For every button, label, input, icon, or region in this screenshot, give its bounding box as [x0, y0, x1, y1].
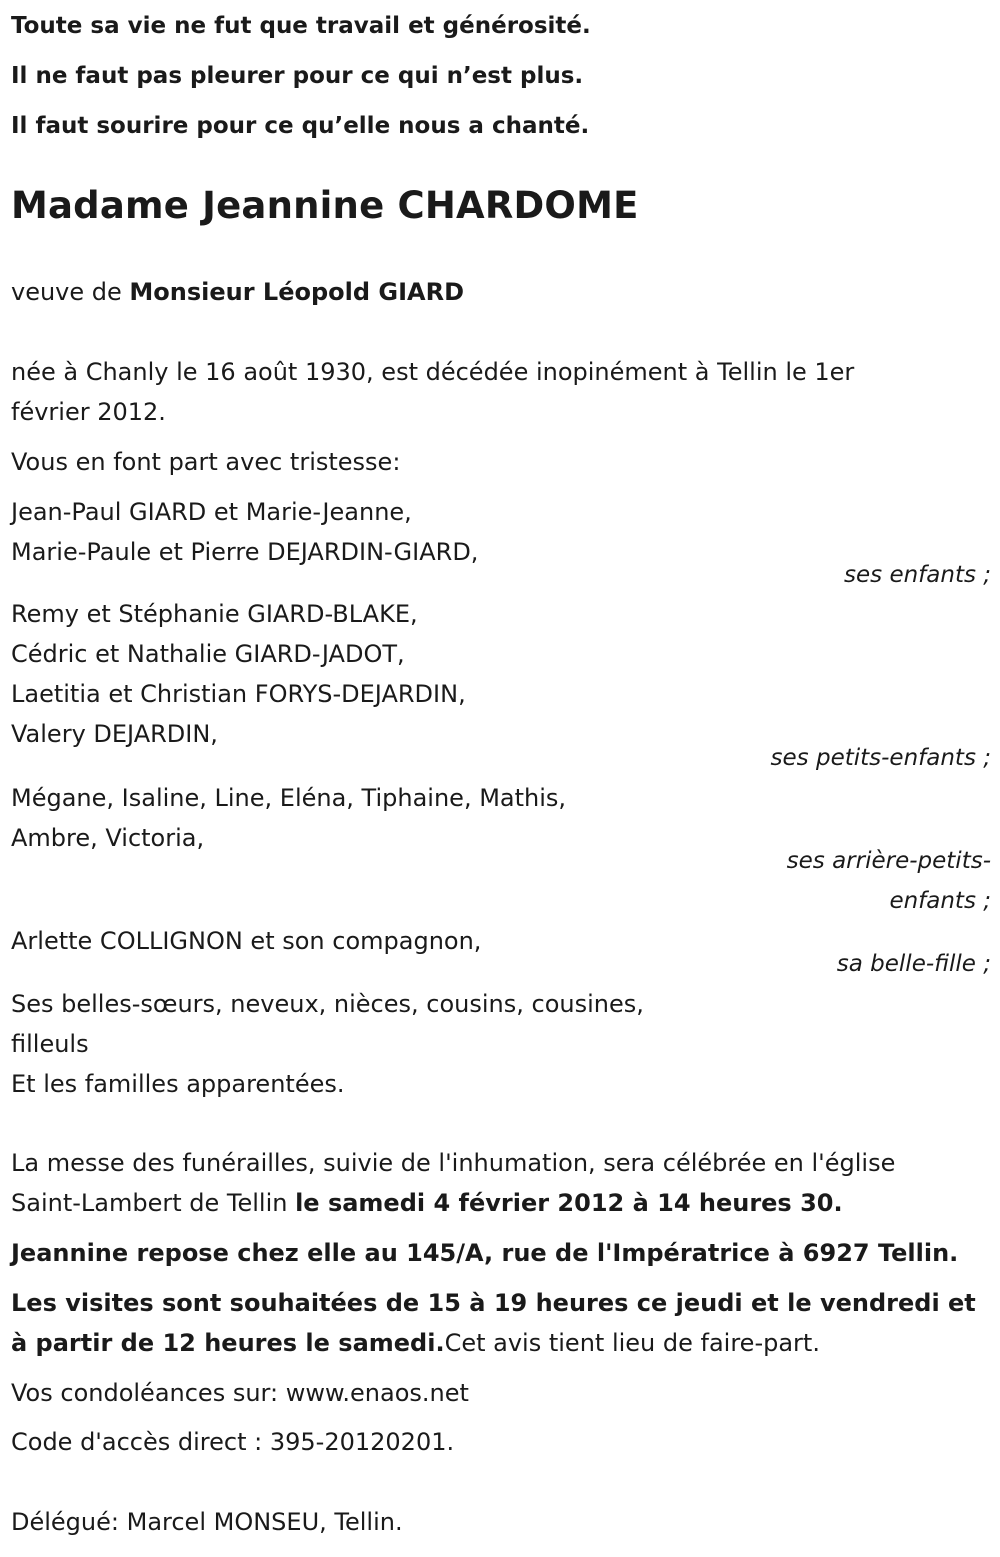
- great-grandchildren-line-1: Mégane, Isaline, Line, Eléna, Tiphaine, Mathis,: [11, 784, 567, 812]
- repose-text: [11, 1233, 991, 1273]
- quote-line-2: Il ne faut pas pleurer pour ce qui n’est plus.: [11, 63, 584, 89]
- widow-line: [11, 272, 991, 312]
- grandchild-4: Valery DEJARDIN,: [11, 720, 218, 748]
- great-grandchildren-line-2: Ambre, Victoria,: [11, 824, 205, 852]
- child-1: Jean-Paul GIARD et Marie-Jeanne,: [11, 498, 412, 526]
- quote-line-3: Il faut sourire pour ce qu’elle nous a chanté.: [11, 113, 590, 139]
- grandchild-3: Laetitia et Christian FORYS-DEJARDIN,: [11, 680, 466, 708]
- announce-line: Vous en font part avec tristesse:: [11, 448, 401, 476]
- funeral-text: [11, 1143, 991, 1223]
- daughter-in-law-relation: sa belle-fille ;: [836, 951, 991, 977]
- extended-family-line-2: filleuls: [11, 1030, 89, 1058]
- delegate-text: Délégué: Marcel MONSEU, Tellin.: [11, 1508, 403, 1536]
- condolences-text: Vos condoléances sur: www.enaos.net: [11, 1379, 469, 1407]
- children-relation: ses enfants ;: [844, 562, 991, 588]
- visits-line-1: Les visites sont souhaitées de 15 à 19 heures ce jeudi et le vendredi et: [11, 1289, 976, 1317]
- visits-line-2-normal: Cet avis tient lieu de faire-part.: [444, 1329, 820, 1357]
- access-code-text: Code d'accès direct : 395-20120201.: [11, 1428, 455, 1456]
- birth-death-text: [11, 352, 991, 432]
- spouse-name: Monsieur Léopold GIARD: [129, 278, 465, 306]
- birth-death-line-2: février 2012.: [11, 398, 166, 426]
- child-2: Marie-Paule et Pierre DEJARDIN-GIARD,: [11, 538, 479, 566]
- grandchild-2: Cédric et Nathalie GIARD-JADOT,: [11, 640, 405, 668]
- widow-prefix: veuve de: [11, 278, 130, 306]
- grandchild-1: Remy et Stéphanie GIARD-BLAKE,: [11, 600, 418, 628]
- visits-line-2-bold: à partir de 12 heures le samedi.: [11, 1329, 445, 1357]
- extended-family-line-3: Et les familles apparentées.: [11, 1070, 345, 1098]
- grandchildren-names: [11, 594, 991, 754]
- birth-death-line-1: née à Chanly le 16 août 1930, est décédée inopinément à Tellin le 1er: [11, 358, 855, 386]
- great-grandchildren-relation-line-2: enfants ;: [889, 888, 991, 914]
- funeral-line-1: La messe des funérailles, suivie de l'inhumation, sera célébrée en l'église: [11, 1149, 896, 1177]
- funeral-date-time: le samedi 4 février 2012 à 14 heures 30.: [295, 1189, 843, 1217]
- extended-family: [11, 984, 991, 1104]
- visits-text: [11, 1283, 991, 1363]
- extended-family-line-1: Ses belles-sœurs, neveux, nièces, cousins, cousines,: [11, 990, 644, 1018]
- deceased-name: Madame Jeannine CHARDOME: [11, 184, 639, 227]
- grandchildren-relation: ses petits-enfants ;: [770, 745, 991, 771]
- great-grandchildren-relation-line-1: ses arrière-petits-: [786, 848, 991, 874]
- quote-line-1: Toute sa vie ne fut que travail et générosité.: [11, 13, 591, 39]
- great-grandchildren-relation: [787, 841, 991, 921]
- funeral-line-2-normal: Saint-Lambert de Tellin: [11, 1189, 296, 1217]
- repose-address: Jeannine repose chez elle au 145/A, rue de l'Impératrice à 6927 Tellin.: [11, 1239, 959, 1267]
- daughter-in-law-name: Arlette COLLIGNON et son compagnon,: [11, 927, 482, 955]
